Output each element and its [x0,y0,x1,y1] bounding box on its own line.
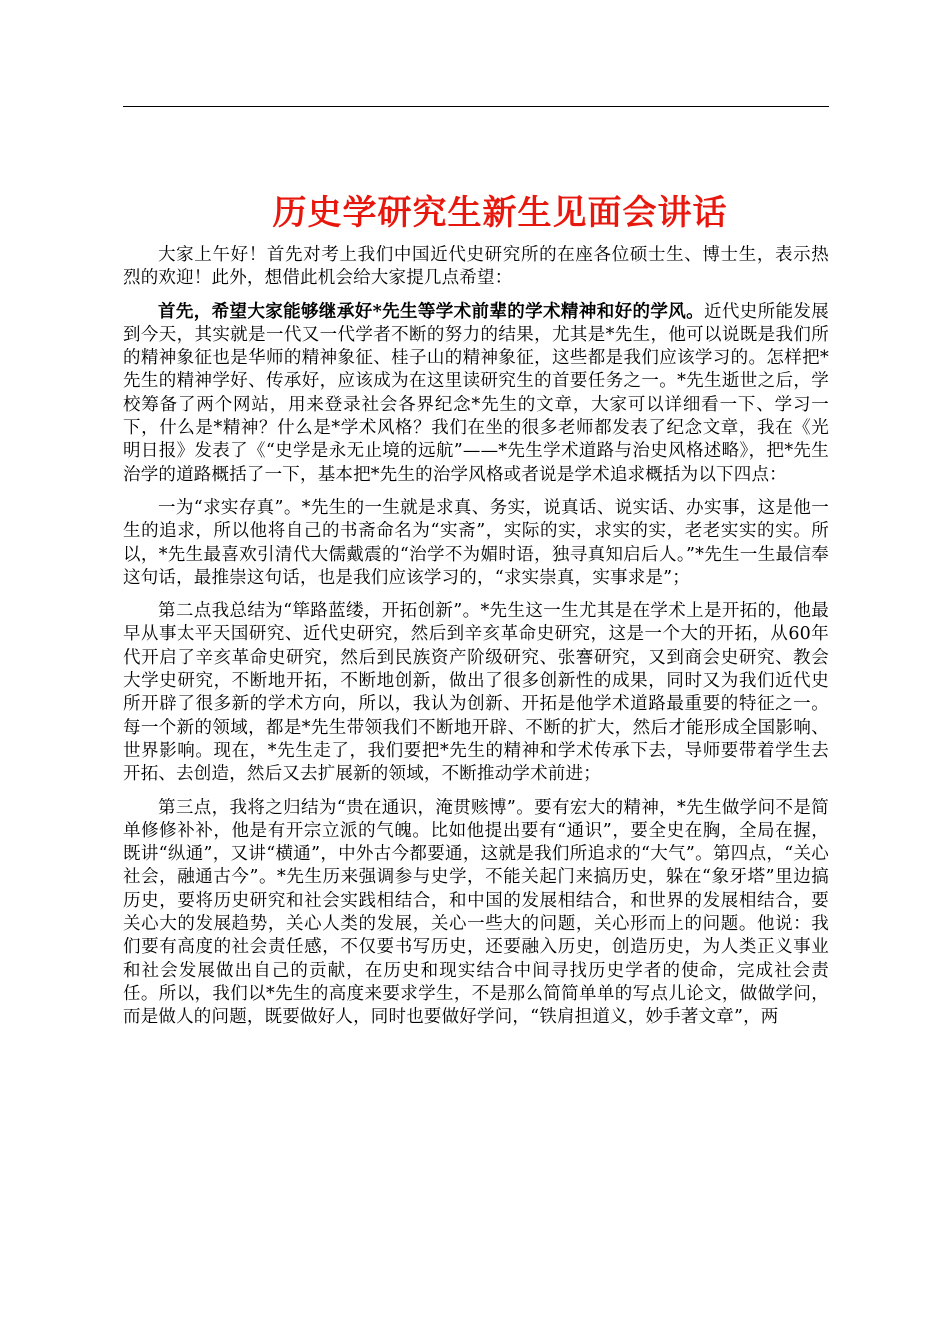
paragraph-point-two [123,600,829,786]
paragraph-text: 第三点，我将之归结为“贵在通识，淹贯赅博”。要有宏大的精神，*先生做学问不是简单修修补补，他是有开宗立派的气魄。比如他提出要有“通识”，要全史在胸，全局在握，既讲“纵通”，又讲“横通”，中外古今都要通，这就是我们所追求的“大气”。第四点，“关心社会，融通古今”。*先生历来强调参与史学，不能关起门来搞历史，躲在“象牙塔”里边搞历史，要将历史研究和社会实践相结合，和中国的发展相结合，和世界的发展相结合，要关心大的发展趋势，关心人类的发展，关心一些大的问题，关心形而上的问题。他说：我们要有高度的社会责任感，不仅要书写历史，还要融入历史，创造历史，为人类正义事业和社会发展做出自己的贡献，在历史和现实结合中间寻找历史学者的使命，完成社会责任。所以，我们以*先生的高度来要求学生，不是那么简简单单的写点儿论文，做做学问，而是做人的问题，既要做好人，同时也要做好学问，“铁肩担道义，妙手著文章”，两 [123,797,829,1028]
paragraph-lead: 首先，希望大家能够继承好*先生等学术前辈的学术精神和好的学风。 [158,301,704,322]
paragraph-first-hope [123,301,829,487]
document-body [123,244,829,1040]
paragraph-greeting [123,244,829,291]
document-title: 历史学研究生新生见面会讲话 [272,193,728,233]
paragraph-text: 近代史所能发展到今天，其实就是一代又一代学者不断的努力的结果，尤其是*先生，他可以说既是我们所的精神象征也是华师的精神象征、桂子山的精神象征，这些都是我们应该学习的。怎样把*先生的精神学好、传承好，应该成为在这里读研究生的首要任务之一。*先生逝世之后，学校筹备了两个网站，用来登录社会各界纪念*先生的文章，大家可以详细看一下、学习一下，什么是*精神？什么是*学术风格？我们在坐的很多老师都发表了纪念文章，我在《光明日报》发表了《“史学是永无止境的远航”——*先生学术道路与治史风格述略》，把*先生治学的道路概括了一下，基本把*先生的治学风格或者说是学术追求概括为以下四点： [123,301,829,485]
paragraph-point-three [123,797,829,1030]
paragraph-text: 第二点我总结为“筚路蓝缕，开拓创新”。*先生这一生尤其是在学术上是开拓的，他最早从事太平天国研究、近代史研究，然后到辛亥革命史研究，这是一个大的开拓，从60年代开启了辛亥革命史研究，然后到民族资产阶级研究、张謇研究，又到商会史研究、教会大学史研究，不断地开拓，不断地创新，做出了很多创新性的成果，同时又为我们近代史所开辟了很多新的学术方向，所以，我认为创新、开拓是他学术道路最重要的特征之一。每一个新的领域，都是*先生带领我们不断地开辟、不断的扩大，然后才能形成全国影响、世界影响。现在，*先生走了，我们要把*先生的精神和学术传承下去，导师要带着学生去开拓、去创造，然后又去扩展新的领域，不断推动学术前进； [123,601,829,785]
header-rule [123,106,829,107]
paragraph-point-one [123,497,829,590]
paragraph-text: 一为“求实存真”。*先生的一生就是求真、务实，说真话、说实话、办实事，这是他一生的追求，所以他将自己的书斋命名为“实斋”，实际的实，求实的实，老老实实的实。所以，*先生最喜欢引清代大儒戴震的“治学不为媚时语，独寻真知启后人。”*先生一生最信奉这句话，最推崇这句话，也是我们应该学习的，“求实崇真，实事求是”； [123,497,829,588]
paragraph-text: 大家上午好！首先对考上我们中国近代史研究所的在座各位硕士生、博士生，表示热烈的欢迎！此外，想借此机会给大家提几点希望： [123,245,829,289]
